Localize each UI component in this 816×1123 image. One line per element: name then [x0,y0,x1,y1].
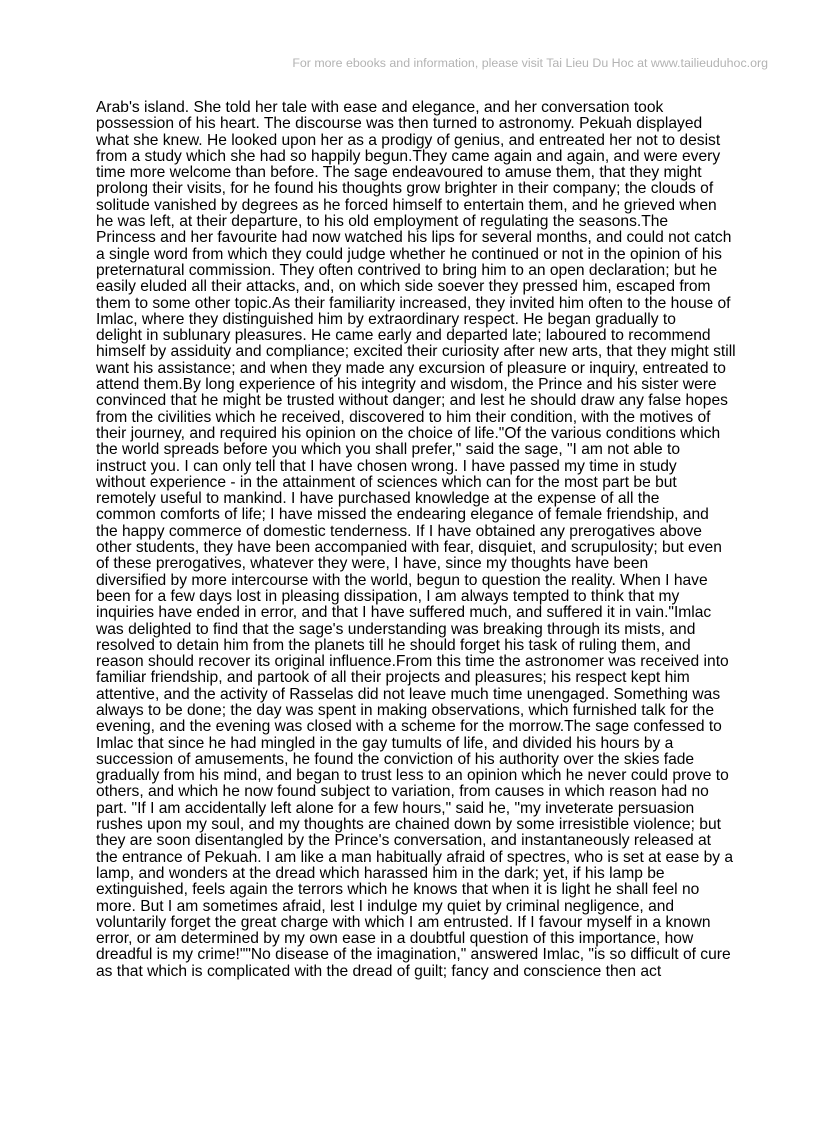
text-line: more. But I am sometimes afraid, lest I indulge my quiet by criminal negligence, and [96,897,675,915]
text-line: attend them.By long experience of his integrity and wisdom, the Prince and his sister were [96,376,717,394]
text-line: Imlac that since he had mingled in the gay tumults of life, and divided his hours by a [96,734,674,752]
text-line: preternatural commission. They often contrived to bring him to an open declaration; but he [96,261,718,279]
text-line: time more welcome than before. The sage endeavoured to amuse them, that they might [96,164,702,182]
text-line: convinced that he might be trusted without danger; and lest he should draw any false hopes [96,392,728,410]
text-line: inquiries have ended in error, and that I have suffered much, and suffered it in vain."Imlac [96,604,712,622]
text-line: remotely useful to mankind. I have purchased knowledge at the expense of all the [96,490,660,508]
text-line: their journey, and required his opinion on the choice of life."Of the various conditions which [96,424,721,442]
text-line: error, or am determined by my own ease in a doubtful question of this importance, how [96,930,694,948]
body-text [96,100,736,980]
text-line: want his assistance; and when they made any excursion of pleasure or inquiry, entreated to [96,359,726,377]
text-line: gradually from his mind, and began to trust less to an opinion which he never could prove to [96,767,729,785]
text-line: himself by assiduity and compliance; excited their curiosity after new arts, that they might still [96,343,736,361]
text-line: other students, they have been accompanied with fear, disquiet, and scrupulosity; but even [96,539,722,557]
text-line: they are soon disentangled by the Prince's conversation, and instantaneously released at [96,832,711,850]
text-line: what she knew. He looked upon her as a prodigy of genius, and entreated her not to desist [96,131,721,149]
text-line: dreadful is my crime!""No disease of the imagination," answered Imlac, "is so difficult of cure [96,946,731,964]
text-line: Imlac, where they distinguished him by extraordinary respect. He began gradually to [96,310,676,328]
text-line: diversified by more intercourse with the world, begun to question the reality. When I have [96,571,708,589]
text-line: lamp, and wonders at the dread which harassed him in the dark; yet, if his lamp be [96,864,665,882]
text-line: instruct you. I can only tell that I have chosen wrong. I have passed my time in study [96,457,677,475]
text-line: was delighted to find that the sage's understanding was breaking through its mists, and [96,620,696,638]
text-line: them to some other topic.As their familiarity increased, they invited him often to the house of [96,294,731,312]
text-line: resolved to detain him from the planets till he should forget his task of ruling them, and [96,636,691,654]
text-line: succession of amusements, he found the conviction of his authority over the skies fade [96,750,695,768]
text-line: the world spreads before you which you shall prefer," said the sage, "I am not able to [96,441,681,459]
text-line: easily eluded all their attacks, and, on which side soever they pressed him, escaped from [96,278,711,296]
text-line: always to be done; the day was spent in making observations, which furnished talk for the [96,701,715,719]
text-line: evening, and the evening was closed with a scheme for the morrow.The sage confessed to [96,718,722,736]
text-line: familiar friendship, and partook of all their projects and pleasures; his respect kept him [96,669,690,687]
text-line: others, and which he now found subject to variation, from causes in which reason had no [96,783,709,801]
text-line: possession of his heart. The discourse was then turned to astronomy. Pekuah displayed [96,115,703,133]
text-line: as that which is complicated with the dread of guilt; fancy and conscience then act [96,962,662,980]
header-promo-note: For more ebooks and information, please visit Tai Lieu Du Hoc at www.tailieuduhoc.org [292,56,768,70]
text-line: been for a few days lost in pleasing dissipation, I am always tempted to think that my [96,587,680,605]
text-line: solitude vanished by degrees as he forced himself to entertain them, and he grieved when [96,196,717,214]
text-line: Arab's island. She told her tale with ease and elegance, and her conversation took [96,99,664,116]
text-line: from a study which she had so happily begun.They came again and again, and were every [96,147,721,165]
text-line: reason should recover its original influence.From this time the astronomer was received into [96,653,729,671]
text-line: the entrance of Pekuah. I am like a man habitually afraid of spectres, who is set at ease by a [96,848,734,866]
text-line: rushes upon my soul, and my thoughts are chained down by some irresistible violence; but [96,816,721,834]
text-line: of these prerogatives, whatever they were, I have, since my thoughts have been [96,555,649,573]
text-line: he was left, at their departure, to his old employment of regulating the seasons.The [96,213,669,231]
text-line: common comforts of life; I have missed the endearing elegance of female friendship, and [96,506,709,524]
text-line: Princess and her favourite had now watched his lips for several months, and could not catch [96,229,732,247]
text-line: extinguished, feels again the terrors which he knows that when it is light he shall feel no [96,881,700,899]
text-line: a single word from which they could judge whether he continued or not in the opinion of his [96,245,722,263]
text-line: the happy commerce of domestic tenderness. If I have obtained any prerogatives above [96,522,702,540]
text-line: attentive, and the activity of Rasselas did not leave much time unengaged. Something was [96,685,721,703]
text-line: delight in sublunary pleasures. He came early and departed late; laboured to recommend [96,327,711,345]
text-line: voluntarily forget the great charge with which I am entrusted. If I favour myself in a known [96,913,711,931]
text-line: part. "If I am accidentally left alone for a few hours," said he, "my inveterate persuasion [96,799,695,817]
text-line: from the civilities which he received, discovered to him their condition, with the motives of [96,408,711,426]
text-line: prolong their visits, for he found his thoughts grow brighter in their company; the clouds of [96,180,714,198]
text-line: without experience - in the attainment of sciences which can for the most part be but [96,473,677,491]
